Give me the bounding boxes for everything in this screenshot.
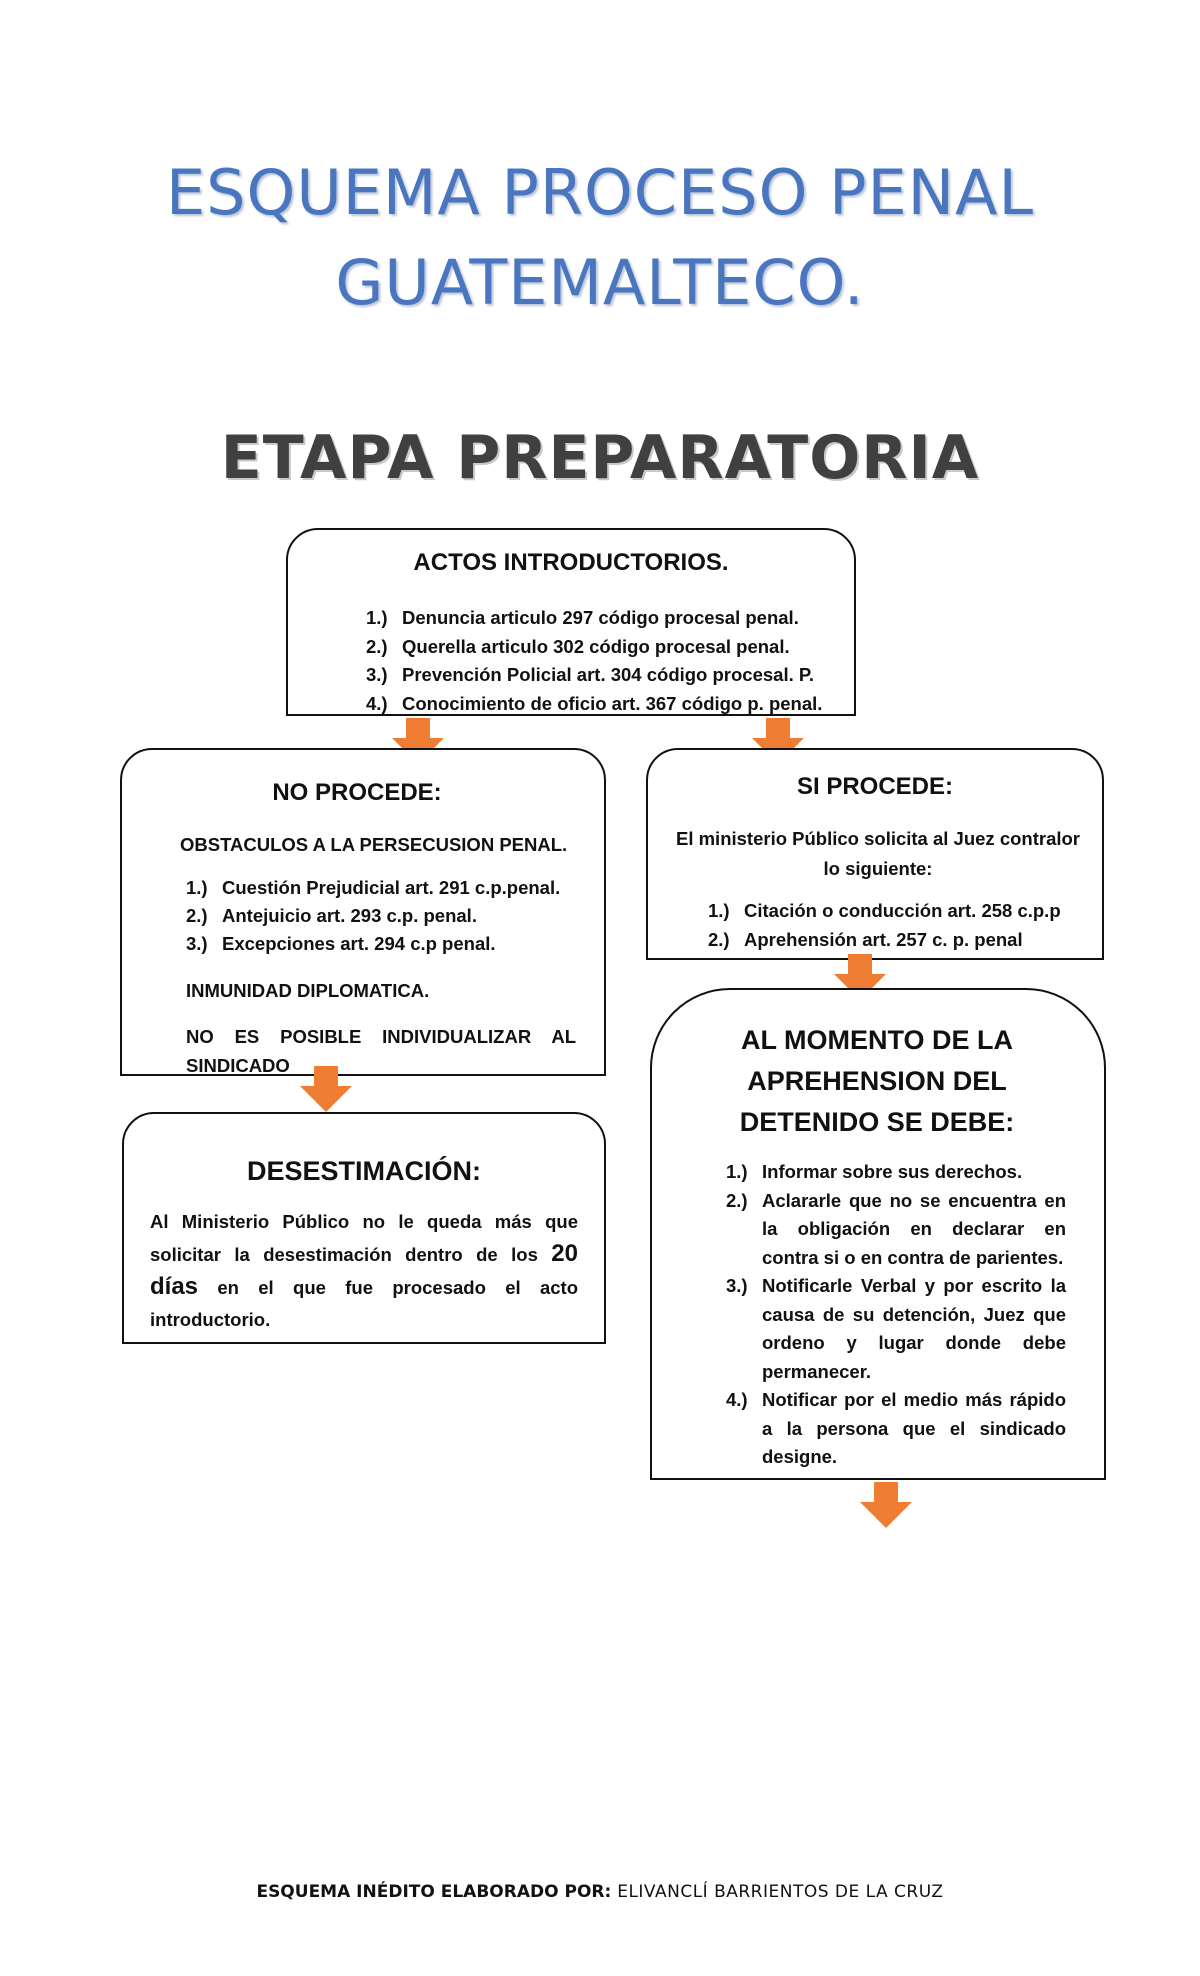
item-text: Denuncia articulo 297 código procesal penal.: [402, 607, 799, 628]
item-number: 4.): [726, 1389, 748, 1410]
item-text: Informar sobre sus derechos.: [762, 1161, 1023, 1182]
list-item: [366, 661, 846, 690]
item-text: Conocimiento de oficio art. 367 código p. penal.: [402, 692, 823, 714]
list-item: [726, 1158, 1066, 1187]
list-item: [366, 690, 846, 717]
list-item: [726, 1386, 1066, 1472]
desestimacion-text-part: Al Ministerio Público no le queda más que solicitar la desestimación dentro de los: [150, 1211, 578, 1265]
no-procede-list: [186, 874, 596, 958]
list-item: [726, 1187, 1066, 1273]
si-procede-intro: El ministerio Público solicita al Juez contralor lo siguiente:: [675, 828, 1081, 879]
desestimacion-text: [150, 1206, 578, 1336]
item-number: 4.): [366, 692, 388, 714]
item-number: 1.): [708, 900, 730, 921]
desestimacion-text-part: en el que fue procesado el acto introductorio.: [150, 1277, 578, 1330]
item-text: Notificar por el medio más rápido a la persona que el sindicado designe.: [762, 1389, 1066, 1467]
si-procede-heading: SI PROCEDE:: [796, 773, 954, 800]
list-item: [186, 874, 596, 902]
item-number: 1.): [366, 607, 388, 628]
desestimacion-box: [122, 1112, 606, 1344]
document-title-line-2: GUATEMALTECO.: [335, 246, 865, 319]
si-procede-list: [708, 896, 1098, 954]
aprehension-list: [726, 1158, 1066, 1472]
list-item: [708, 896, 1098, 925]
item-number: 3.): [186, 933, 208, 954]
actos-list: [366, 604, 846, 716]
stage-heading: ETAPA PREPARATORIA: [220, 423, 980, 493]
individualizar-text: NO ES POSIBLE INDIVIDUALIZAR AL SINDICADO: [186, 1026, 576, 1076]
footer-credit: [0, 1882, 1200, 1902]
item-number: 2.): [366, 635, 388, 657]
item-text: Citación o conducción art. 258 c.p.p: [744, 900, 1061, 921]
item-number: 2.): [708, 929, 730, 950]
item-number: 3.): [366, 664, 388, 685]
item-text: Notificarle Verbal y por escrito la causa de su detención, Juez que ordeno y lugar donde debe permanecer.: [762, 1275, 1066, 1382]
item-number: 2.): [186, 905, 208, 926]
item-text: Antejuicio art. 293 c.p. penal.: [222, 905, 477, 926]
flow-arrow-icon: [300, 1086, 352, 1112]
item-text: Querella articulo 302 código procesal penal.: [402, 635, 790, 657]
list-item: [186, 930, 596, 958]
list-item: [708, 925, 1098, 954]
no-procede-heading: NO PROCEDE:: [272, 779, 442, 806]
inmunidad-diplomatica-text: INMUNIDAD DIPLOMATICA.: [186, 980, 430, 1001]
aprehension-heading: AL MOMENTO DE LA APREHENSION DEL DETENIDO SE DEBE:: [739, 1025, 1015, 1137]
item-text: Aprehensión art. 257 c. p. penal: [744, 929, 1023, 950]
item-number: 1.): [726, 1161, 748, 1182]
item-number: 1.): [186, 877, 208, 898]
footer-label: ESQUEMA INÉDITO ELABORADO POR:: [256, 1882, 612, 1902]
list-item: [186, 902, 596, 930]
item-text: Aclararle que no se encuentra en la obligación en declarar en contra si o en contra de parientes.: [762, 1189, 1066, 1268]
actos-heading: ACTOS INTRODUCTORIOS.: [413, 549, 729, 576]
item-text: Prevención Policial art. 304 código procesal. P.: [402, 664, 814, 685]
desestimacion-heading: DESESTIMACIÓN:: [246, 1156, 481, 1186]
si-procede-box: [646, 748, 1104, 960]
no-procede-box: [120, 748, 606, 1076]
no-procede-subheading: OBSTACULOS A LA PERSECUSION PENAL.: [180, 834, 568, 855]
actos-introductorios-box: [286, 528, 856, 716]
item-text: Excepciones art. 294 c.p penal.: [222, 933, 496, 954]
flow-arrow-icon: [860, 1502, 912, 1528]
list-item: [366, 604, 846, 633]
list-item: [366, 633, 846, 662]
aprehension-box: [650, 988, 1106, 1480]
desestimacion-deadline: 20 días: [150, 1240, 578, 1300]
item-text: Cuestión Prejudicial art. 291 c.p.penal.: [222, 877, 561, 898]
document-title-line-1: ESQUEMA PROCESO PENAL: [166, 156, 1034, 229]
list-item: [726, 1272, 1066, 1386]
item-number: 2.): [726, 1189, 748, 1211]
footer-author: ELIVANCLÍ BARRIENTOS DE LA CRUZ: [617, 1882, 944, 1902]
item-number: 3.): [726, 1275, 748, 1296]
